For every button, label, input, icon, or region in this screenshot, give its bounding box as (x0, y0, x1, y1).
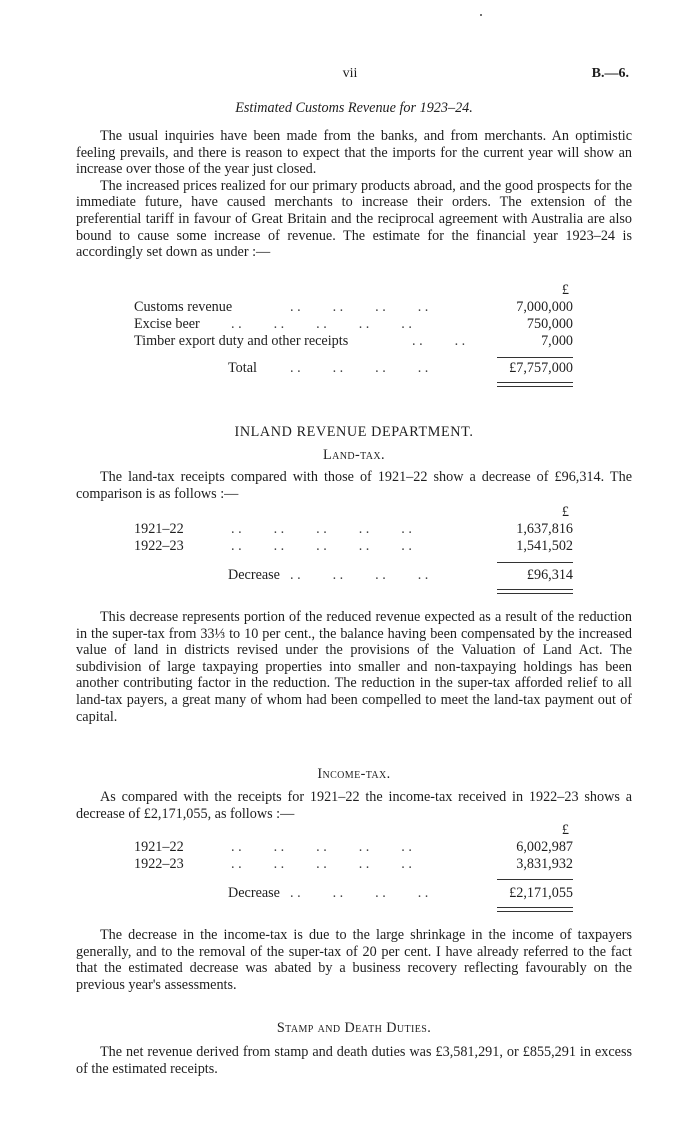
total-value: £2,171,055 (509, 885, 573, 901)
row-label: 1922–23 (134, 538, 184, 554)
row-value: 7,000,000 (516, 299, 573, 315)
leader-dots: . . . . . . . . (290, 885, 429, 901)
total-double-rule (497, 382, 573, 387)
total-double-rule (497, 589, 573, 594)
total-row (0, 567, 700, 584)
leader-dots: . . . . . . . . . . (231, 521, 412, 537)
sum-rule (497, 562, 573, 563)
row-label: Timber export duty and other receipts (134, 333, 349, 349)
customs-title: Estimated Customs Revenue for 1923–24. (235, 100, 473, 116)
leader-dots: . . . . . . . . (290, 299, 429, 315)
unit-label: £ (561, 282, 569, 298)
customs-text (76, 128, 632, 261)
row-label: Excise beer (134, 316, 200, 332)
unit-label: £ (561, 822, 569, 838)
income-tax-paragraph: The decrease in the income-tax is due to the large shrinkage in the income of taxpayers generally, and to the removal of the super-tax of 20 per cent. I have already referred to the fact that the estimated decrease was abated by a business recovery reflecting favourably on the previous year's assessments. (76, 927, 632, 993)
row-value: 750,000 (526, 316, 573, 332)
inland-revenue-heading: INLAND REVENUE DEPARTMENT. (234, 424, 474, 440)
leader-dots: . . . . . . . . . . (231, 839, 412, 855)
total-row (0, 885, 700, 902)
total-label: Decrease (228, 567, 280, 583)
land-tax-intro-block (76, 469, 632, 502)
total-label: Total (228, 360, 257, 376)
page-header (0, 66, 700, 84)
total-label: Decrease (228, 885, 280, 901)
table-row (0, 521, 700, 538)
income-tax-intro-block (76, 789, 632, 822)
row-value: 6,002,987 (516, 839, 573, 855)
land-tax-intro: The land-tax receipts compared with those of 1921–22 show a decrease of £96,314. The comparison is as follows :— (76, 469, 632, 502)
total-value: £96,314 (526, 567, 573, 583)
stamp-duties-paragraph: The net revenue derived from stamp and death duties was £3,581,291, or £855,291 in excess of the estimated receipts. (76, 1044, 632, 1077)
leader-dots: . . . . . . . . . . (231, 538, 412, 554)
table-row (0, 299, 700, 316)
leader-dots: . . . . (412, 333, 466, 349)
customs-table (0, 282, 700, 377)
income-tax-body (76, 927, 632, 993)
land-tax-heading: Land-tax. (323, 447, 385, 463)
land-tax-table (0, 504, 700, 584)
sum-rule (497, 357, 573, 358)
table-row (0, 333, 700, 350)
row-value: 1,541,502 (516, 538, 573, 554)
income-tax-heading: Income-tax. (317, 766, 391, 782)
leader-dots: . . . . . . . . (290, 360, 429, 376)
leader-dots: . . . . . . . . . . (231, 856, 412, 872)
land-tax-paragraph: This decrease represents portion of the reduced revenue expected as a result of the reduction in the super-tax from 33⅓ to 10 per cent., the balance having been compensated by the increased value of land in districts revised under the provisions of the Valuation of Land Act. The subdivision of large taxpaying properties into smaller and non-taxpaying holdings has been another contributing factor in the reduction. The reduction in the super-tax afforded relief to all land-tax payers, a great many of whom had been compelled to meet the land-tax payment out of capital. (76, 609, 632, 725)
customs-paragraph-2: The increased prices realized for our primary products abroad, and the good prospects for the immediate future, have caused merchants to increase their orders. The extension of the preferential tariff in favour of Great Britain and the reciprocal agreement with Australia are also bound to cause some increase of revenue. The estimate for the financial year 1923–24 is accordingly set down as under :— (76, 177, 632, 261)
row-label: 1921–22 (134, 521, 184, 537)
income-tax-intro: As compared with the receipts for 1921–22 the income-tax received in 1922–23 shows a decrease of £2,171,055, as follows :— (76, 789, 632, 822)
total-row (0, 360, 700, 377)
income-tax-table (0, 822, 700, 902)
row-value: 1,637,816 (516, 521, 573, 537)
row-label: 1922–23 (134, 856, 184, 872)
land-tax-body (76, 609, 632, 725)
row-label: 1921–22 (134, 839, 184, 855)
stamp-duties-body (76, 1044, 632, 1077)
table-row (0, 538, 700, 555)
total-double-rule (497, 907, 573, 912)
table-row (0, 316, 700, 333)
unit-label: £ (561, 504, 569, 520)
row-value: 7,000 (541, 333, 573, 349)
total-value: £7,757,000 (509, 360, 573, 376)
row-label: Customs revenue (134, 299, 233, 315)
stamp-duties-heading: Stamp and Death Duties. (276, 1020, 432, 1036)
leader-dots: . . . . . . . . (290, 567, 429, 583)
speck (480, 14, 482, 16)
row-value: 3,831,932 (516, 856, 573, 872)
table-row (0, 856, 700, 873)
table-row (0, 839, 700, 856)
sum-rule (497, 879, 573, 880)
document-reference: B.—6. (591, 66, 629, 81)
customs-paragraph-1: The usual inquiries have been made from the banks, and from merchants. An optimistic feeling prevails, and there is reason to expect that the imports for the current year will show an increase over those of the year just closed. (76, 128, 632, 178)
page-number: vii (342, 66, 358, 81)
leader-dots: . . . . . . . . . . (231, 316, 412, 332)
